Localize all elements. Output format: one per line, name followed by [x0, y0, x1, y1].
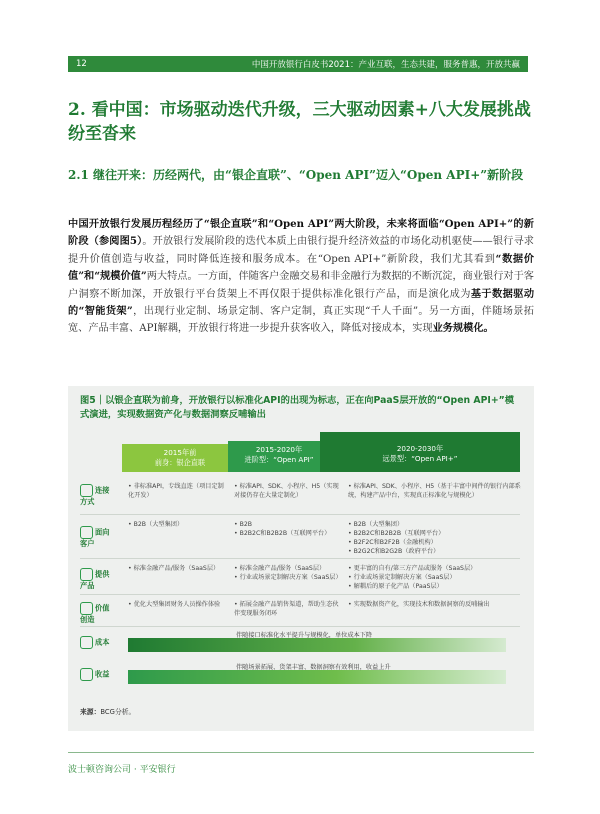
period-3-name: 远景型：“Open API+”	[382, 454, 458, 463]
row-connection	[80, 480, 520, 512]
cell-connection-1: • 非标准API，专线直连（项目定制化开发）	[128, 483, 224, 499]
revenue-bar	[128, 670, 506, 684]
header-title: 中国开放银行白皮书2021：产业互联，生态共建，服务普惠，开放共赢	[251, 60, 520, 70]
period-2-years: 2015-2020年	[255, 445, 303, 454]
cost-text: 伴随接口标准化水平提升与规模化，单位成本下降	[236, 632, 373, 639]
period-3	[320, 432, 520, 472]
cost-bar	[128, 638, 506, 652]
page-number: 12	[76, 59, 87, 69]
body-bold-7: 业务规模化。	[432, 322, 494, 335]
header-bar	[68, 56, 528, 72]
row-products	[80, 562, 520, 598]
section-title: 2. 看中国：市场驱动迭代升级，三大驱动因素+八大发展挑战纷至沓来	[68, 100, 531, 144]
period-1	[122, 444, 238, 472]
cell-connection-2: • 标准API、SDK、小程序、H5（实现对接仍存在大量定制化）	[234, 483, 339, 499]
divider	[80, 514, 520, 515]
body-bold-3: “数据价值”和“规模价值”	[68, 252, 534, 283]
period-1-years: 2015年前	[163, 448, 197, 457]
row-label-value: 价值创造	[80, 603, 110, 624]
row-label-connection: 连接方式	[80, 485, 110, 506]
body-text-6: ，出现行业定制、场景定制、客户定制，真正实现“千人千面”。另一方面，伴随场景拓宽、产品丰富、API解耦，开放银行将进一步提升获客收入，降低对接成本，实现	[68, 306, 534, 335]
row-label-products: 提供产品	[80, 569, 110, 590]
cell-products-2: • 标准金融产品/服务（SaaS层） • 行业或场景定制解决方案（SaaS层）	[234, 565, 342, 581]
divider	[80, 558, 520, 559]
divider	[80, 594, 520, 595]
footer-rule	[68, 752, 534, 753]
revenue-label: 收益	[95, 669, 110, 679]
cost-icon	[80, 636, 93, 649]
revenue-icon	[80, 668, 93, 681]
row-value	[80, 598, 520, 628]
body-text-4: 两大特点。一方面，伴随客户金融交易和非金融行为数据的不断沉淀，商业银行对于客户洞察不断加深，开放银行平台货架上不再仅限于提供标准化银行产品，而是演化成为	[68, 271, 534, 300]
figure-source	[80, 706, 135, 716]
cell-customers-3: • B2B（大型集团） • B2B2C和B2B2B（互联网平台） • B2F2C和B2F2B（金融机构） • B2G2C和B2G2B（政府平台）	[348, 521, 445, 555]
period-1-name: 前身：银企直联	[154, 458, 206, 467]
divider	[80, 626, 520, 627]
body-paragraph	[68, 216, 534, 338]
cell-connection-3: • 标准API、SDK、小程序、H5（基于丰富中间件的银行内部系统，构建产品中台，实现真正标准化与规模化）	[348, 483, 521, 499]
cell-products-1: • 标准金融产品/服务（SaaS层）	[128, 565, 220, 572]
figure-5	[68, 386, 534, 731]
customers-icon	[80, 526, 93, 539]
cell-value-2: • 拓展金融产品销售渠道，帮助生态伙伴变现服务闭环	[234, 601, 339, 617]
period-3-years: 2020-2030年	[396, 444, 444, 453]
cell-value-3: • 实现数据资产化，实现技术和数据洞察的反哺输出	[348, 601, 490, 608]
period-2	[228, 441, 330, 472]
source-text: BCG分析。	[100, 708, 136, 716]
cell-products-3: • 更丰富的自有/第三方产品或服务（SaaS层） • 行业或场景定制解决方案（SaaS层） • 解耦后的原子化产品（PaaS层）	[348, 565, 477, 590]
row-label-customers: 面向客户	[80, 527, 110, 548]
cell-customers-2: • B2B • B2B2C和B2B2B（互联网平台）	[234, 521, 331, 537]
source-label: 来源：	[80, 708, 101, 716]
revenue-text: 伴随场景拓展、货架丰富、数据洞察有效利用，收益上升	[236, 664, 391, 671]
products-icon	[80, 568, 93, 581]
body-text-2: 。开放银行发展阶段的迭代本质上由银行提升经济效益的市场化动机驱使——银行寻求提升价值创造与收益，同时降低连接和服务成本。在“Open API+”新阶段，我们尤其看到	[68, 236, 534, 265]
cost-label: 成本	[95, 637, 110, 647]
row-customers	[80, 518, 520, 560]
subsection-title: 2.1 继往开来：历经两代，由“银企直联”、“Open API”迈入“Open API+”新阶段	[68, 168, 524, 182]
connection-icon	[80, 484, 93, 497]
footer-text: 波士顿咨询公司 · 平安银行	[68, 765, 176, 775]
value-icon	[80, 602, 93, 615]
cell-value-1: • 优化大型集团财务人员操作体验	[128, 601, 221, 608]
body-bold-5: 基于数据驱动的“智能货架”	[68, 287, 535, 318]
figure-caption: 图5｜以银企直联为前身，开放银行以标准化API的出现为标志，正在向PaaS层开放的“Open API+”模式演进，实现数据资产化与数据洞察反哺输出	[80, 395, 515, 420]
cell-customers-1: • B2B（大型集团）	[128, 521, 184, 528]
body-bold-1: 中国开放银行发展历程经历了“银企直联”和“Open API”两大阶段，未来将面临“Open API+”的新阶段（参阅图5）	[68, 218, 534, 248]
period-2-name: 进阶型：“Open API”	[244, 455, 314, 464]
